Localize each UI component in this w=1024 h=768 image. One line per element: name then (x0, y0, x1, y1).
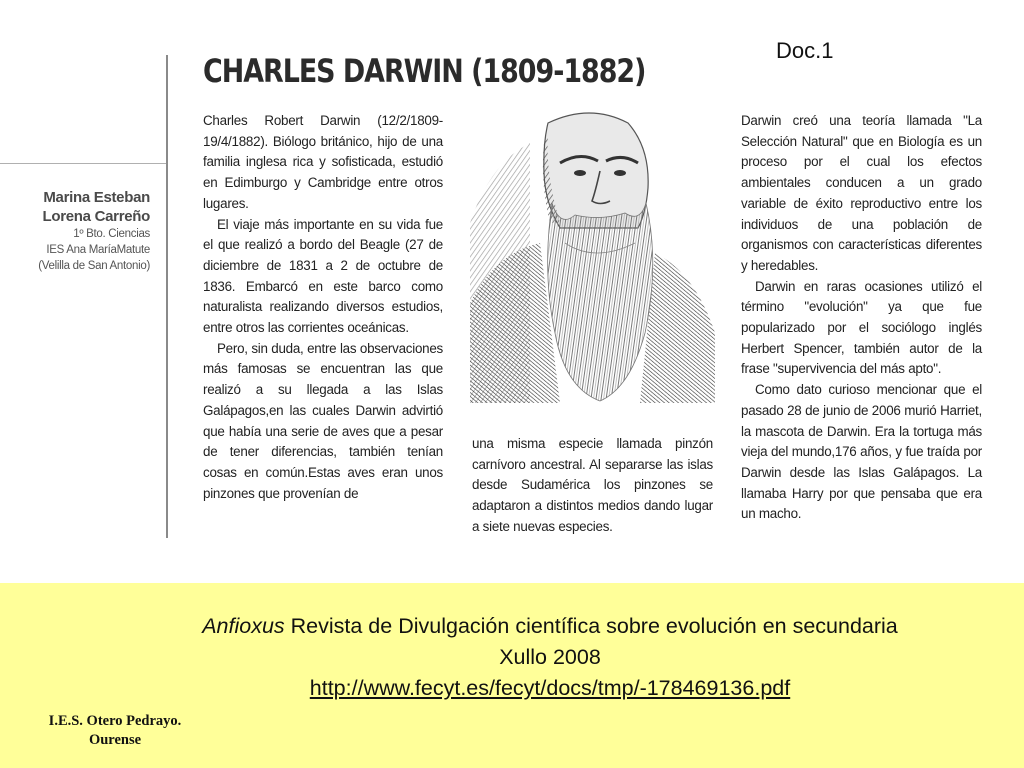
citation-line (0, 611, 1024, 642)
school-footer (30, 712, 200, 750)
article-column-2 (472, 434, 713, 538)
author-name-1: Marina Esteban (43, 189, 150, 206)
vertical-divider (166, 55, 168, 538)
school-name: I.E.S. Otero Pedrayo. (48, 713, 182, 729)
doc-label: Doc.1 (776, 38, 834, 63)
article-column-3 (741, 111, 982, 525)
article-column-1 (203, 111, 443, 504)
paragraph: Pero, sin duda, entre las observaciones más famosas se encuentran las que realizó a su llegada a las Islas Galápagos,en las cuales Darwin advirtió que había una serie de aves que a pesar de tener diferencias, también tenían cosas en común.Estas aves eran unos pinzones que provenían de (203, 340, 443, 501)
horizontal-divider (0, 163, 166, 164)
journal-description: Revista de Divulgación científica sobre evolución en secundaria (284, 614, 898, 638)
journal-name: Anfioxus (202, 614, 285, 638)
paragraph: El viaje más importante en su vida fue el que realizó a bordo del Beagle (27 de diciembre de 1831 a 2 de octubre de 1836. Embarcó en este barco como naturalista realizando diversos estudios, entre otros las corrientes oceánicas. (203, 216, 443, 336)
citation-issue: Xullo 2008 (499, 645, 601, 669)
author-school: IES Ana MaríaMatute (46, 244, 150, 256)
article-title: CHARLES DARWIN (1809-1882) (203, 52, 646, 90)
school-city: Ourense (88, 732, 142, 748)
author-place: (Velilla de San Antonio) (38, 260, 150, 272)
paragraph: Como dato curioso mencionar que el pasado 28 de junio de 2006 murió Harriet, la mascota de Darwin. Era la tortuga más vieja del mundo,176 años, y fue traída por Darwin desde las Islas Galápagos. La llamaba Harry por que pensaba que era un macho. (741, 382, 982, 522)
paragraph: Charles Robert Darwin (12/2/1809-19/4/1882). Biólogo británico, hijo de una familia inglesa rica y sofisticada, estudió en Edimburgo y Cambridge entre otros lugares. (203, 113, 443, 211)
paragraph: una misma especie llamada pinzón carnívoro ancestral. Al separarse las islas desde Sudamérica los pinzones se adaptaron a distintos medios dando lugar a siete nuevas especies. (472, 436, 713, 534)
author-name-2: Lorena Carreño (42, 208, 150, 225)
darwin-portrait-image (470, 103, 715, 403)
citation-block (0, 611, 1024, 704)
author-block (0, 188, 150, 274)
source-url-link[interactable]: http://www.fecyt.es/fecyt/docs/tmp/-178469136.pdf (309, 676, 791, 700)
author-course: 1º Bto. Ciencias (73, 228, 150, 240)
paragraph: Darwin en raras ocasiones utilizó el término "evolución" ya que fue popularizado por el sociólogo inglés Herbert Spencer, también autor de la frase "supervivencia del más apto". (741, 278, 982, 377)
paragraph: Darwin creó una teoría llamada "La Selección Natural" que en Biología es un proceso por el cual los efectos ambientales conducen a un grado variable de éxito reproductivo entre los individuos de una población de organismos con características diferentes y heredables. (741, 113, 982, 273)
